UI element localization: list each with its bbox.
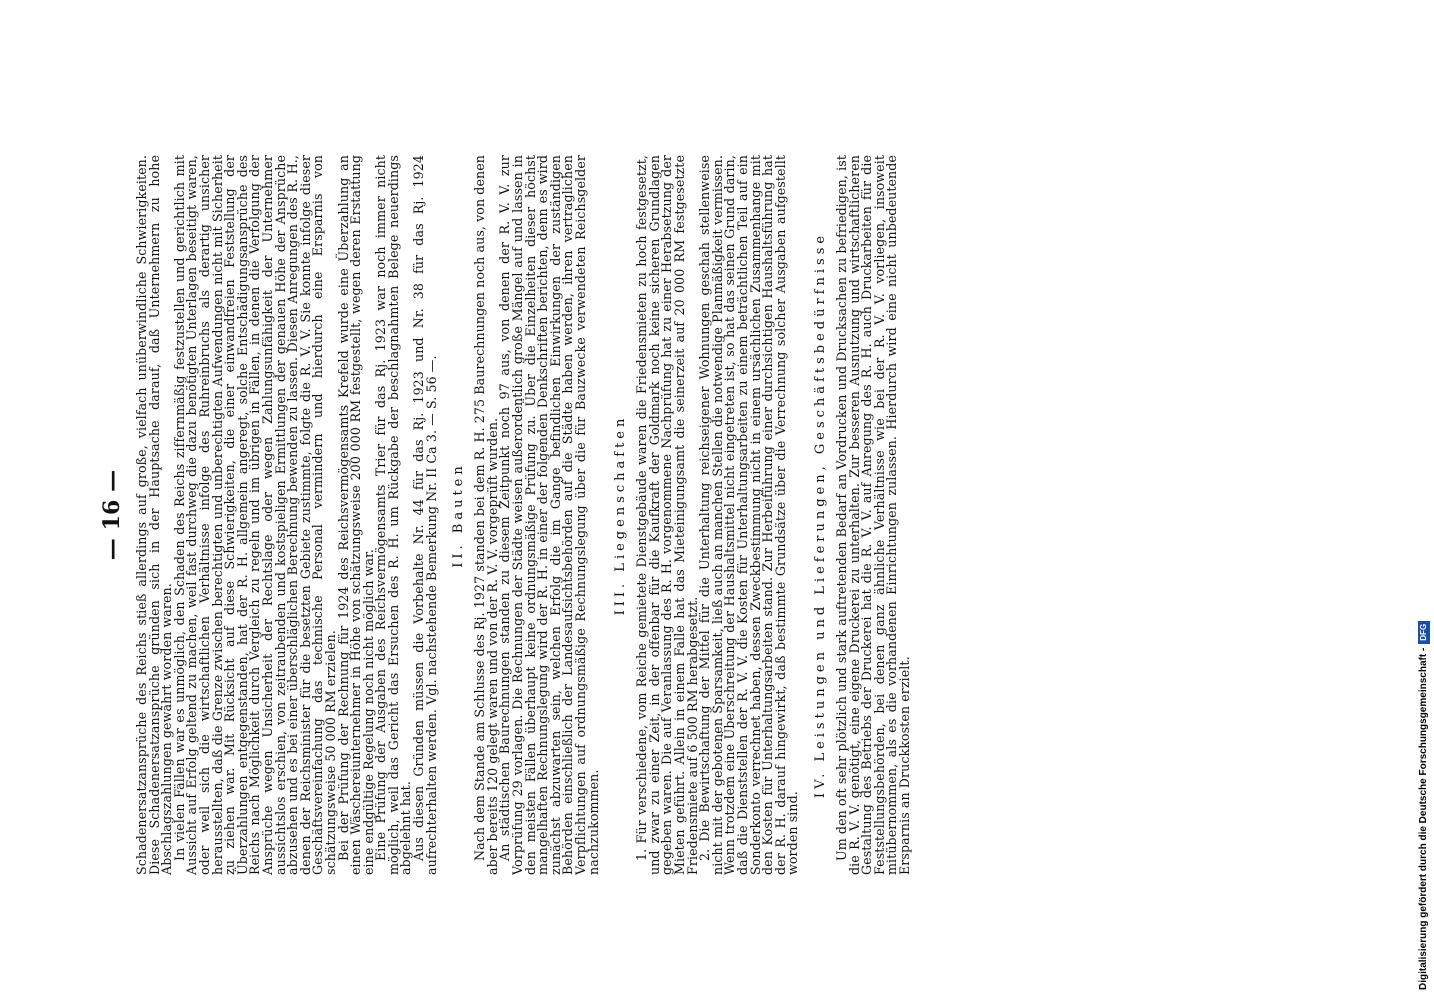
paragraph: Um den oft sehr plötzlich und stark auftretenden Bedarf an Vordrucken und Drucksachen zu befriedigen, ist die R. V. V. genötigt, eine eigene Druckerei zu unterhalten. Zur besseren Ausnutzung und wirtschaftlicheren Gestaltung des Betriebs der Druckerei hat die R. V. V. auf Anregung des R. H. auch Druckarbeiten für die Feststellungsbehörden, bei denen ganz ähnliche Verhältnisse wie bei der R. V. V. vorliegen, insoweit mitübernommen, als es die vorhandenen Einrichtungen zulassen. Hierdurch wird eine nicht unbedeutende Ersparnis an Druckkosten erzielt. — [833, 155, 912, 875]
paragraph: Bei der Prüfung der Rechnung für 1924 des Reichsvermögensamts Krefeld wurde eine Überzahlung an einen Wäschereiunternehmer in Höhe von schätzungsweise 200 000 RM festgestellt, wegen deren Erstattung eine endgültige Regelung noch nicht möglich war. — [335, 155, 376, 875]
paragraph: 1. Für verschiedene, vom Reiche gemietete Dienstgebäude waren die Friedensmieten zu hoch festgesetzt, und zwar zu einer Zeit, in der offenbar für die Kaufkraft der Goldmark noch keine sicheren Grundlagen gegeben waren. Die auf Veranlassung des R. H. vorgenommene Nachprüfung hat zu einer Herabsetzung der Mieten geführt. Allein in einem Falle hat das Mieteinigungsamt die seinerzeit auf 20 000 RM festgesetzte Friedensmiete auf 6 500 RM herabgesetzt. — [634, 155, 700, 875]
section-heading-liegenschaften: III. Liegenschaften — [613, 414, 629, 616]
page-number: — 16 — — [99, 469, 125, 561]
rotated-page-content — [100, 155, 1280, 875]
dfg-logo: DFG — [1418, 621, 1430, 644]
digitization-credit — [1418, 621, 1430, 990]
paragraph: An städtischen Baurechnungen standen zu diesem Zeitpunkt noch 97 aus, von denen der R. V. V. zur Vorprüfung 29 vorlagen. Die Rechnungen der Städte weisen außerordentlich große Mängel auf und lassen in den meisten Fällen überhaupt keine ordnungsmäßige Prüfung zu. Über die Einzelheiten dieser höchst mangelhaften Rechnungslegung wird der R. H. in einer der folgenden Denkschriften berichten, denn es wird zunächst abzuwarten sein, welchen Erfolg die im Gange befindlichen Einwirkungen der zuständigen Behörden einschließlich der Landesaufsichtsbehörden auf die Städte haben werden, ihren vertraglichen Verpflichtungen auf ordnungsmäßige Rechnungslegung über die für Bauzwecke verwendeten Reichsgelder nachzukommen. — [497, 155, 601, 875]
paragraph: Nach dem Stande am Schlusse des Rj. 1927 standen bei dem R. H. 275 Baurechnungen noch aus, von denen aber bereits 120 gelegt waren und von der R. V. V. vorgeprüft wurden. — [472, 155, 500, 875]
paragraph: Schadenersatzansprüche des Reichs stieß allerdings auf große, vielfach unüberwindliche Schwierigkeiten. Diese Schadenersatzansprüche gründen sich in der Hauptsache darauf, daß Unternehmern zu hohe Abschlagszahlungen gewährt worden waren. — [134, 155, 175, 875]
paragraph: In vielen Fällen war es unmöglich, den Schaden des Reichs ziffernmäßig festzustellen und gerichtlich mit Aussicht auf Erfolg geltend zu machen, weil fast durchweg die dazu benötigten Unterlagen beseitigt waren, oder weil sich die wirtschaftlichen Verhältnisse infolge des Ruhreinbruchs als derartig unsicher herausstellten, daß die Grenze zwischen berechtigten und unberechtigten Aufwendungen nicht mit Sicherheit zu ziehen war. Mit Rücksicht auf diese Schwierigkeiten, die einer einwandfreien Feststellung der Überzahlungen entgegenstanden, hat der R. H. allgemein angeregt, solche Entschädigungsansprüche des Reichs nach Möglichkeit durch Vergleich zu regeln und im übrigen in Fällen, in denen die Verfolgung der Ansprüche wegen Unsicherheit der Rechtslage oder wegen Zahlungsunfähigkeit der Unternehmer aussichtslos erschien, von zeitraubenden und kostspieligen Ermittlungen der genauen Höhe der Ansprüche abzusehen und es bei einer überschläglichen Berechnung bewenden zu lassen. Diesen Anregungen des R. H., denen der Reichsminister für die besetzten Gebiete zustimmte, folgte die R. V. V. Sie konnte infolge dieser Geschäftsvereinfachung das technische Personal vermindern und hierdurch eine Ersparnis von schätzungsweise 50 000 RM erzielen. — [171, 155, 338, 875]
section-heading-leistungen: IV. Leistungen und Lieferungen, Geschäftsbedürfnisse — [812, 231, 828, 799]
paragraph: Aus diesen Gründen müssen die Vorbehalte Nr. 44 für das Rj. 1923 und Nr. 38 für das Rj. 1924 aufrechterhalten werden. Vgl. nachstehende Bemerkung Nr. II Ca 3. — S. 56 —. — [411, 155, 439, 875]
paragraph: 2. Die Bewirtschaftung der Mittel für die Unterhaltung reichseigener Wohnungen geschah stellenweise nicht mit der gebotenen Sparsamkeit, ließ auch an manchen Stellen die notwendige Planmäßigkeit vermissen. Wenn trotzdem eine Überschreitung der Haushaltsmittel nicht eingetreten ist, so hat das seinen Grund darin, daß die Dienststellen der R. V. V. die Kosten für Unterhaltungsarbeiten zu einem beträchtlichen Teil auf ein Sonderkonto verrechnet haben, dessen Zweckbestimmung nicht in einem ursächlichen Zusammenhange mit den Kosten für Unterhaltungsarbeiten stand. Zur Herbeiführung einer durchsichtigen Haushaltsführung hat der R. H. darauf hingewirkt, daß bestimmte Grundsätze über die Verrechnung solcher Ausgaben aufgestellt worden sind. — [697, 155, 801, 875]
section-heading-bauten: II. Bauten — [451, 462, 467, 568]
digitization-credit-text: Digitalisierung gefördert durch die Deutsche Forschungsgemeinschaft - — [1418, 647, 1429, 990]
paragraph: Eine Prüfung der Ausgaben des Reichsvermögensamts Trier für das Rj. 1923 war noch immer nicht möglich, weil das Gericht das Ersuchen des R. H. um Rückgabe der beschlagnahmten Belege neuerdings abgelehnt hat. — [373, 155, 414, 875]
